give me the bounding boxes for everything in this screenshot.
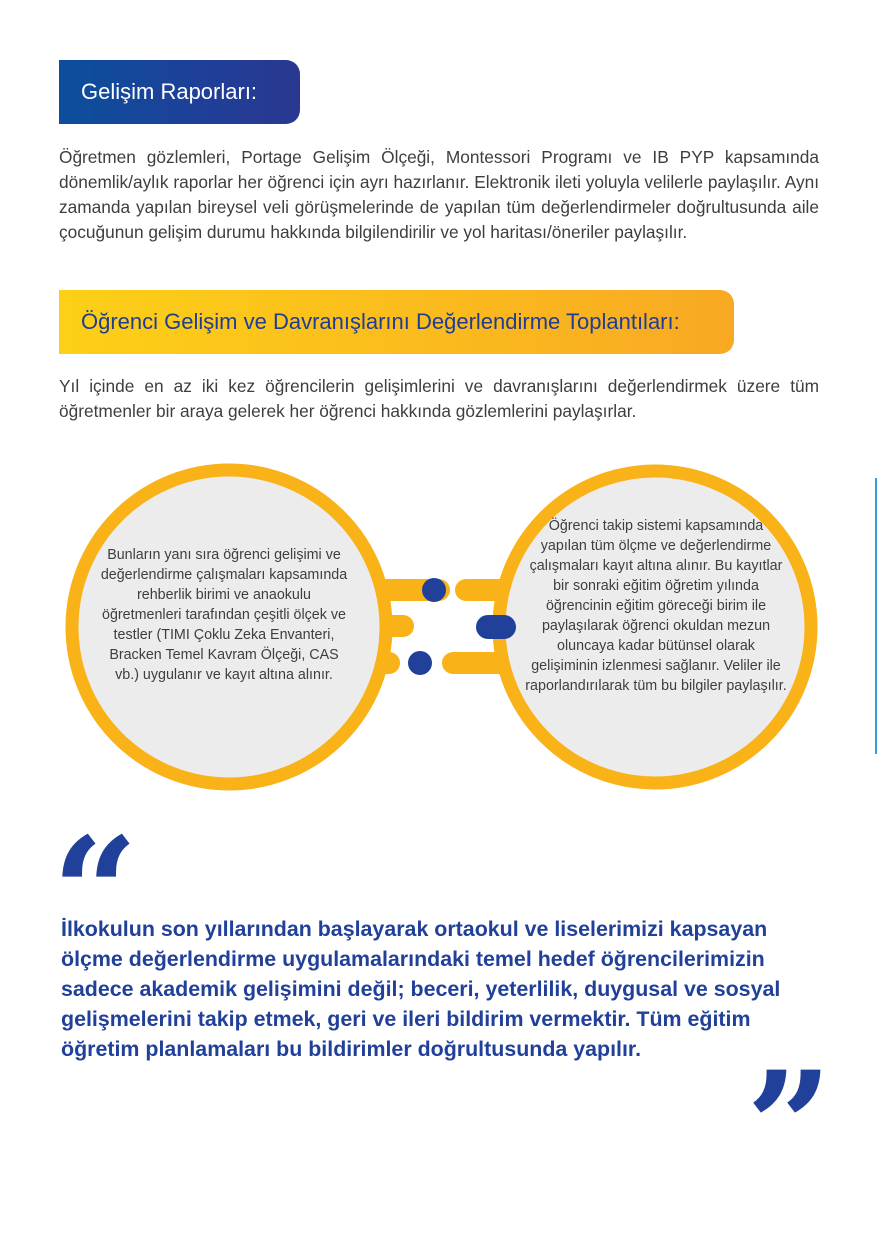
right-circle-text: Öğrenci takip sistemi kapsamında yapılan tüm ölçme ve değerlendirme çalışmaları kayıt altına alınır. Bu kayıtlar bir sonraki eğitim öğretim yılında öğrencinin eğitim göreceği birim ile paylaşılarak öğrenci okuldan mezun oluncaya kadar bütünsel olarak gelişiminin izlenmesi sağlanır. Veliler ile raporlandırılarak tüm bu bilgiler paylaşılır. [525, 518, 787, 694]
development-reports-paragraph: Öğretmen gözlemleri, Portage Gelişim Ölçeği, Montessori Programı ve IB PYP kapsamında dönemlik/aylık raporlar her öğrenci için ayrı hazırlanır. Elektronik ileti yoluyla velilerle paylaşılır. Aynı zamanda yapılan bireysel veli görüşmelerinde de yapılan tüm değerlendirmeler doğrultusunda aile çocuğunun gelişim durumu hakkında bilgilendirilir ve yol haritası/öneriler paylaşılır. [59, 147, 819, 242]
evaluation-meetings-paragraph: Yıl içinde en az iki kez öğrencilerin gelişimlerini ve davranışlarını değerlendirmek üzere tüm öğretmenler bir araya gelerek her öğrenci hakkında gözlemlerini paylaşırlar. [59, 376, 819, 421]
section-heading-development-reports [59, 60, 300, 124]
highlight-quote: İlkokulun son yıllarından başlayarak ortaokul ve liselerimizi kapsayan ölçme değerlendirme uygulamalarındaki temel hedef öğrencilerimizin sadece akademik gelişimini değil; beceri, yeterlilik, duygusal ve sosyal gelişmelerini takip etmek, geri ve ileri bildirim vermektir. Tüm eğitim öğretim planlamaları bu bildirimler doğrultusunda yapılır. [61, 917, 781, 1061]
left-circle-text: Bunların yanı sıra öğrenci gelişimi ve değerlendirme çalışmaları kapsamında rehberlik birimi ve anaokulu öğretmenleri tarafından çeşitli ölçek ve testler (TIMI Çoklu Zeka Envanteri, Bracken Temel Kavram Ölçeği, CAS vb.) uygulanır ve kayıt altına alınır. [100, 547, 348, 683]
connector-dot [408, 651, 432, 675]
open-quote-icon: “ [52, 805, 139, 981]
section-heading-evaluation-meetings [59, 290, 734, 354]
connector-pill [476, 615, 516, 639]
section-heading-text: Gelişim Raporları: [81, 79, 258, 104]
connector-dot [422, 578, 446, 602]
section-heading-text: Öğrenci Gelişim ve Davranışlarını Değerlendirme Toplantıları: [81, 309, 680, 334]
page-edge-line [875, 478, 877, 754]
close-quote-icon: ” [746, 1039, 833, 1215]
